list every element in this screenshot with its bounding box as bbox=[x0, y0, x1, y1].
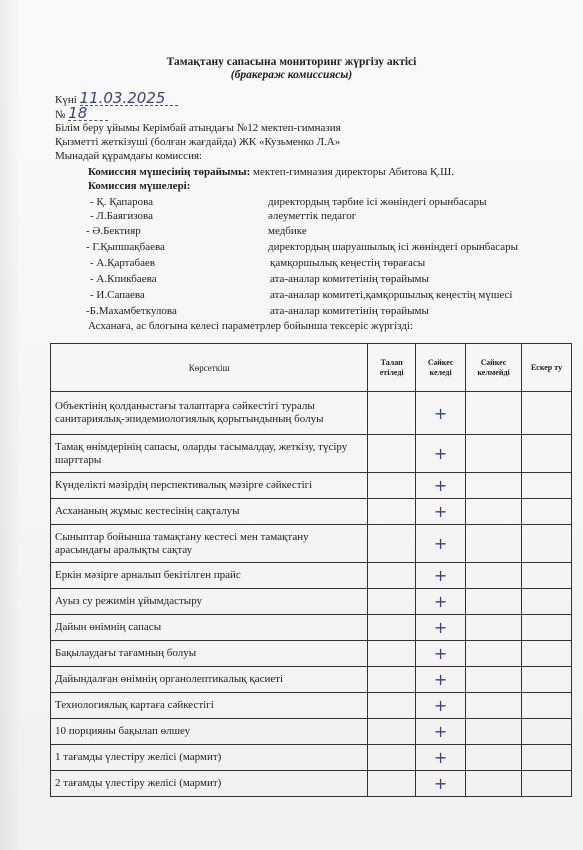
check-mark: + bbox=[433, 534, 448, 553]
cell-noncompliant bbox=[466, 719, 522, 745]
cell-required bbox=[368, 641, 416, 667]
inspection-intro: Асханаға, ас блогына келесі параметрлер бойынша тексеріс жүргізді: bbox=[88, 320, 413, 332]
cell-noncompliant bbox=[466, 771, 522, 797]
cell-note bbox=[522, 745, 572, 771]
member-name: - Ә.Бектияр bbox=[86, 225, 141, 237]
member-role: ата-аналар комитеті,қамқоршылық кеңестің мүшесі bbox=[270, 289, 513, 301]
supplier-line: Қызметті жеткізуші (болған жағдайда) ЖК «Кузьменко Л.А» bbox=[55, 136, 341, 148]
check-mark: + bbox=[433, 476, 448, 495]
cell-note bbox=[522, 473, 572, 499]
cell-note bbox=[522, 719, 572, 745]
member-name: -Б.Махамбеткулова bbox=[86, 305, 177, 317]
member-role: әлеуметтік педагог bbox=[268, 210, 357, 222]
check-mark: + bbox=[433, 502, 448, 521]
member-name: - Қ. Қапарова bbox=[90, 196, 154, 208]
row-label: Сыныптар бойынша тамақтану кестесі мен тамақтану арасындағы аралықты сақтау bbox=[51, 525, 368, 563]
cell-compliant bbox=[416, 435, 466, 473]
cell-compliant bbox=[416, 693, 466, 719]
chair-line bbox=[88, 166, 454, 179]
cell-note bbox=[522, 435, 572, 473]
row-label: Бақылаудағы тағамның болуы bbox=[51, 641, 368, 667]
inspection-table bbox=[50, 343, 572, 797]
cell-note bbox=[522, 771, 572, 797]
table-row bbox=[51, 563, 572, 589]
cell-note bbox=[522, 615, 572, 641]
cell-required bbox=[368, 525, 416, 563]
cell-noncompliant bbox=[466, 693, 522, 719]
number-line bbox=[55, 104, 108, 122]
check-mark: + bbox=[433, 618, 448, 637]
cell-required bbox=[368, 667, 416, 693]
cell-note bbox=[522, 667, 572, 693]
cell-compliant bbox=[416, 563, 466, 589]
table-header-row bbox=[51, 344, 572, 392]
row-label: Күнделікті мәзірдің перспективалық мәзірге сәйкестігі bbox=[51, 473, 368, 499]
cell-required bbox=[368, 745, 416, 771]
check-mark: + bbox=[433, 644, 448, 663]
cell-compliant bbox=[416, 771, 466, 797]
cell-noncompliant bbox=[466, 563, 522, 589]
members-label: Комиссия мүшелері: bbox=[88, 180, 191, 192]
cell-required bbox=[368, 771, 416, 797]
row-label: Дайындалған өнімнің органолептикалық қасиеті bbox=[51, 667, 368, 693]
cell-compliant bbox=[416, 667, 466, 693]
cell-note bbox=[522, 563, 572, 589]
cell-compliant bbox=[416, 499, 466, 525]
check-mark: + bbox=[433, 566, 448, 585]
cell-noncompliant bbox=[466, 745, 522, 771]
table-row bbox=[51, 473, 572, 499]
cell-required bbox=[368, 563, 416, 589]
member-role: ата-аналар комитетінің төрайымы bbox=[270, 305, 429, 317]
cell-compliant bbox=[416, 641, 466, 667]
check-mark: + bbox=[433, 403, 448, 423]
member-role: директордың шаруашылық ісі жөніндегі орынбасары bbox=[268, 241, 519, 253]
check-mark: + bbox=[433, 748, 448, 767]
cell-required bbox=[368, 693, 416, 719]
check-mark: + bbox=[433, 774, 448, 793]
row-label: 2 тағамды үлестіру желісі (мармит) bbox=[51, 771, 368, 797]
row-label: Объектінің қолданыстағы талаптарға сәйкестігі туралы санитариялық-эпидемиологиялық қорытындының болуы bbox=[51, 392, 368, 435]
check-mark: + bbox=[433, 696, 448, 715]
cell-compliant bbox=[416, 473, 466, 499]
commission-intro: Мынадай құрамдағы комиссия: bbox=[55, 150, 203, 162]
table-row bbox=[51, 693, 572, 719]
cell-required bbox=[368, 615, 416, 641]
date-value: 11.03.2025 bbox=[80, 92, 178, 106]
table-row bbox=[51, 589, 572, 615]
row-label: Ауыз су режимін ұйымдастыру bbox=[51, 589, 368, 615]
cell-required bbox=[368, 392, 416, 435]
cell-noncompliant bbox=[466, 392, 522, 435]
member-role: ата-аналар комитетінің төрайымы bbox=[270, 273, 429, 285]
cell-required bbox=[368, 499, 416, 525]
cell-compliant bbox=[416, 525, 466, 563]
number-label: № bbox=[55, 109, 66, 121]
table-row bbox=[51, 615, 572, 641]
table-row bbox=[51, 771, 572, 797]
cell-required bbox=[368, 435, 416, 473]
cell-noncompliant bbox=[466, 473, 522, 499]
header-compliant: Сәйкес келеді bbox=[416, 344, 466, 392]
table-row bbox=[51, 719, 572, 745]
header-indicator: Көрсеткіш bbox=[51, 344, 368, 392]
cell-note bbox=[522, 525, 572, 563]
cell-noncompliant bbox=[466, 589, 522, 615]
chair-value: мектеп-гимназия директоры Абитова Қ.Ш. bbox=[253, 166, 454, 178]
row-label: Тамақ өнімдерінің сапасы, оларды тасымалдау, жеткізу, түсіру шарттары bbox=[51, 435, 368, 473]
member-name: - Л.Баягизова bbox=[90, 210, 153, 222]
table-row bbox=[51, 392, 572, 435]
cell-compliant bbox=[416, 392, 466, 435]
member-name: - А.Қартабаев bbox=[90, 257, 156, 269]
row-label: Технологиялық картаға сәйкестігі bbox=[51, 693, 368, 719]
member-role: қамқоршылық кеңестің төрағасы bbox=[270, 257, 426, 269]
row-label: Еркін мәзірге арналып бекітілген прайс bbox=[51, 563, 368, 589]
table-row bbox=[51, 435, 572, 473]
member-name: - Г.Қыпшақбаева bbox=[86, 241, 165, 253]
header-noncompliant: Сәйкес келмейді bbox=[466, 344, 522, 392]
cell-required bbox=[368, 589, 416, 615]
cell-noncompliant bbox=[466, 499, 522, 525]
cell-required bbox=[368, 473, 416, 499]
cell-note bbox=[522, 392, 572, 435]
cell-required bbox=[368, 719, 416, 745]
table-row bbox=[51, 525, 572, 563]
check-mark: + bbox=[433, 722, 448, 741]
table-row bbox=[51, 745, 572, 771]
check-mark: + bbox=[433, 592, 448, 611]
header-required: Талап етіледі bbox=[368, 344, 416, 392]
date-label: Күні bbox=[55, 94, 77, 106]
cell-compliant bbox=[416, 589, 466, 615]
number-value: 18 bbox=[68, 107, 108, 121]
table-row bbox=[51, 667, 572, 693]
member-role: медбике bbox=[268, 225, 307, 237]
cell-compliant bbox=[416, 719, 466, 745]
cell-note bbox=[522, 499, 572, 525]
document-title: Тамақтану сапасына мониторинг жүргізу актісі bbox=[166, 56, 417, 68]
row-label: 10 порцияны бақылап өлшеу bbox=[51, 719, 368, 745]
school-line: Білім беру ұйымы Керімбай атындағы №12 мектеп-гимназия bbox=[55, 122, 341, 134]
cell-compliant bbox=[416, 615, 466, 641]
row-label: Дайын өнімнің сапасы bbox=[51, 615, 368, 641]
table-row bbox=[51, 641, 572, 667]
cell-compliant bbox=[416, 745, 466, 771]
cell-note bbox=[522, 641, 572, 667]
cell-noncompliant bbox=[466, 435, 522, 473]
member-name: - И.Сапаева bbox=[90, 289, 145, 301]
member-name: - А.Кпикбаева bbox=[90, 273, 157, 285]
table-row bbox=[51, 499, 572, 525]
cell-noncompliant bbox=[466, 641, 522, 667]
cell-noncompliant bbox=[466, 525, 522, 563]
cell-note bbox=[522, 693, 572, 719]
member-role: директордың тәрбие ісі жөніндегі орынбасары bbox=[268, 196, 487, 208]
row-label: 1 тағамды үлестіру желісі (мармит) bbox=[51, 745, 368, 771]
cell-note bbox=[522, 589, 572, 615]
chair-label: Комиссия мүшесінің төрайымы: bbox=[88, 166, 251, 178]
document-subtitle: (бракераж комиссиясы) bbox=[230, 69, 353, 81]
cell-noncompliant bbox=[466, 667, 522, 693]
check-mark: + bbox=[433, 444, 448, 463]
check-mark: + bbox=[433, 670, 448, 689]
row-label: Асхананың жұмыс кестесінің сақталуы bbox=[51, 499, 368, 525]
cell-noncompliant bbox=[466, 615, 522, 641]
header-note: Ескер ту bbox=[522, 344, 572, 392]
